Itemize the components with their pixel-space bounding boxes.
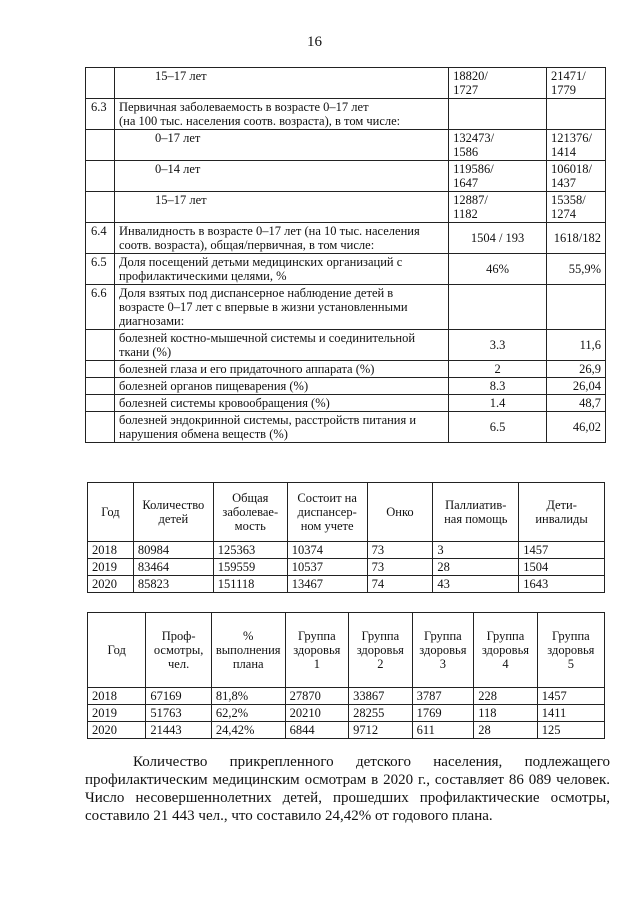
- table-cell: 83464: [133, 559, 213, 576]
- table-row: [88, 542, 605, 559]
- table-row: [86, 412, 606, 443]
- table-cell: 81,8%: [211, 688, 285, 705]
- value-2019: 12887/ 1182: [449, 192, 547, 223]
- row-number: [86, 395, 115, 412]
- table-row: [86, 395, 606, 412]
- table-row: [88, 559, 605, 576]
- value-2019: 1.4: [449, 395, 547, 412]
- row-label: болезней костно-мышечной системы и соединительной ткани (%): [114, 330, 448, 361]
- value-2020: 15358/ 1274: [546, 192, 605, 223]
- table-cell: 62,2%: [211, 705, 285, 722]
- table-cell: 611: [412, 722, 474, 739]
- table-cell: 2019: [88, 705, 146, 722]
- table-cell: 1411: [537, 705, 604, 722]
- value-2019: 119586/ 1647: [449, 161, 547, 192]
- table-row: [88, 576, 605, 593]
- table-cell: 24,42%: [211, 722, 285, 739]
- table-cell: 159559: [213, 559, 287, 576]
- value-2019: 6.5: [449, 412, 547, 443]
- row-number: [86, 192, 115, 223]
- column-header: Онко: [367, 483, 433, 542]
- value-2019: 8.3: [449, 378, 547, 395]
- table-cell: 43: [433, 576, 519, 593]
- table-cell: 1457: [519, 542, 605, 559]
- table-cell: 1769: [412, 705, 474, 722]
- value-2020: 1618/182: [546, 223, 605, 254]
- table-cell: 10537: [287, 559, 367, 576]
- table-cell: 28: [433, 559, 519, 576]
- table-row: [86, 330, 606, 361]
- table-cell: 21443: [146, 722, 212, 739]
- table-cell: 2020: [88, 722, 146, 739]
- table-row: [88, 705, 605, 722]
- column-header: Группа здоровья 5: [537, 613, 604, 688]
- value-2020: 26,9: [546, 361, 605, 378]
- table-cell: 1504: [519, 559, 605, 576]
- table-cell: 3787: [412, 688, 474, 705]
- row-label: 15–17 лет: [114, 192, 448, 223]
- table-cell: 2018: [88, 688, 146, 705]
- value-2019: 132473/ 1586: [449, 130, 547, 161]
- table-cell: 80984: [133, 542, 213, 559]
- column-header: Состоит на диспансер- ном учете: [287, 483, 367, 542]
- row-number: [86, 130, 115, 161]
- table-row: [86, 161, 606, 192]
- table-cell: 10374: [287, 542, 367, 559]
- row-label: 15–17 лет: [114, 68, 448, 99]
- column-header: Дети- инвалиды: [519, 483, 605, 542]
- table-cell: 1457: [537, 688, 604, 705]
- table-cell: 67169: [146, 688, 212, 705]
- table-row: [88, 722, 605, 739]
- table-cell: 2020: [88, 576, 134, 593]
- column-header: Группа здоровья 3: [412, 613, 474, 688]
- value-2020: 11,6: [546, 330, 605, 361]
- row-label: Доля посещений детьми медицинских организаций с профилактическими целями, %: [114, 254, 448, 285]
- table-row: [86, 192, 606, 223]
- column-header: Общая заболеваe- мость: [213, 483, 287, 542]
- row-number: [86, 412, 115, 443]
- table-row: [86, 285, 606, 330]
- table-cell: 51763: [146, 705, 212, 722]
- value-2019: 46%: [449, 254, 547, 285]
- table-row: [86, 99, 606, 130]
- value-2020: 48,7: [546, 395, 605, 412]
- table-cell: 2019: [88, 559, 134, 576]
- row-label: Первичная заболеваемость в возрасте 0–17 лет (на 100 тыс. населения соотв. возраста), в том числе:: [114, 99, 448, 130]
- row-number: [86, 330, 115, 361]
- row-label: болезней системы кровообращения (%): [114, 395, 448, 412]
- indicators-table: [85, 67, 606, 443]
- table-row: [86, 130, 606, 161]
- table-cell: 1643: [519, 576, 605, 593]
- column-header: Группа здоровья 2: [349, 613, 413, 688]
- column-header: Группа здоровья 4: [474, 613, 538, 688]
- value-2020: [546, 99, 605, 130]
- value-2019: 1504 / 193: [449, 223, 547, 254]
- value-2019: [449, 99, 547, 130]
- table-cell: 13467: [287, 576, 367, 593]
- table-cell: 20210: [285, 705, 349, 722]
- row-number: 6.4: [86, 223, 115, 254]
- table-cell: 118: [474, 705, 538, 722]
- row-label: Доля взятых под диспансерное наблюдение детей в возрасте 0–17 лет с впервые в жизни установленными диагнозами:: [114, 285, 448, 330]
- value-2020: 121376/ 1414: [546, 130, 605, 161]
- row-label: 0–17 лет: [114, 130, 448, 161]
- column-header: Проф- осмотры, чел.: [146, 613, 212, 688]
- value-2020: 21471/ 1779: [546, 68, 605, 99]
- table-cell: 125363: [213, 542, 287, 559]
- value-2020: 55,9%: [546, 254, 605, 285]
- table-row: [86, 378, 606, 395]
- children-morbidity-table: [87, 482, 605, 593]
- table-cell: 73: [367, 559, 433, 576]
- table-cell: 85823: [133, 576, 213, 593]
- summary-paragraph: Количество прикрепленного детского населения, подлежащего профилактическим медицинским осмотрам в 2020 г., составляет 86 089 человек. Число несовершеннолетних детей, прошедших профилактические осмотры, составило 21 443 чел., что составило 24,42% от годового плана.: [85, 754, 610, 824]
- row-number: [86, 361, 115, 378]
- page-number: 16: [307, 34, 322, 50]
- table-cell: 33867: [349, 688, 413, 705]
- value-2019: [449, 285, 547, 330]
- table-cell: 228: [474, 688, 538, 705]
- table-cell: 2018: [88, 542, 134, 559]
- row-number: 6.5: [86, 254, 115, 285]
- row-number: 6.6: [86, 285, 115, 330]
- row-label: болезней органов пищеварения (%): [114, 378, 448, 395]
- table-cell: 74: [367, 576, 433, 593]
- table-row: [86, 361, 606, 378]
- column-header: Группа здоровья 1: [285, 613, 349, 688]
- row-number: [86, 68, 115, 99]
- column-header: % выполнения плана: [211, 613, 285, 688]
- table-cell: 73: [367, 542, 433, 559]
- table-row: [88, 688, 605, 705]
- column-header: Год: [88, 483, 134, 542]
- value-2020: 26,04: [546, 378, 605, 395]
- column-header: Количество детей: [133, 483, 213, 542]
- row-label: болезней глаза и его придаточного аппарата (%): [114, 361, 448, 378]
- row-number: 6.3: [86, 99, 115, 130]
- column-header: Год: [88, 613, 146, 688]
- row-number: [86, 161, 115, 192]
- value-2020: 46,02: [546, 412, 605, 443]
- header-row: [88, 613, 605, 688]
- value-2019: 3.3: [449, 330, 547, 361]
- row-label: болезней эндокринной системы, расстройств питания и нарушения обмена веществ (%): [114, 412, 448, 443]
- row-label: Инвалидность в возрасте 0–17 лет (на 10 тыс. населения соотв. возраста), общая/первичная, в том числе:: [114, 223, 448, 254]
- row-label: 0–14 лет: [114, 161, 448, 192]
- preventive-exams-table: [87, 612, 605, 739]
- table-cell: 151118: [213, 576, 287, 593]
- table-cell: 28255: [349, 705, 413, 722]
- table-row: [86, 254, 606, 285]
- table-cell: 3: [433, 542, 519, 559]
- table-row: [86, 68, 606, 99]
- header-row: [88, 483, 605, 542]
- column-header: Паллиатив- ная помощь: [433, 483, 519, 542]
- value-2019: 2: [449, 361, 547, 378]
- table-cell: 27870: [285, 688, 349, 705]
- row-number: [86, 378, 115, 395]
- table-cell: 125: [537, 722, 604, 739]
- value-2020: [546, 285, 605, 330]
- table-row: [86, 223, 606, 254]
- table-cell: 9712: [349, 722, 413, 739]
- value-2020: 106018/ 1437: [546, 161, 605, 192]
- value-2019: 18820/ 1727: [449, 68, 547, 99]
- table-cell: 28: [474, 722, 538, 739]
- table-cell: 6844: [285, 722, 349, 739]
